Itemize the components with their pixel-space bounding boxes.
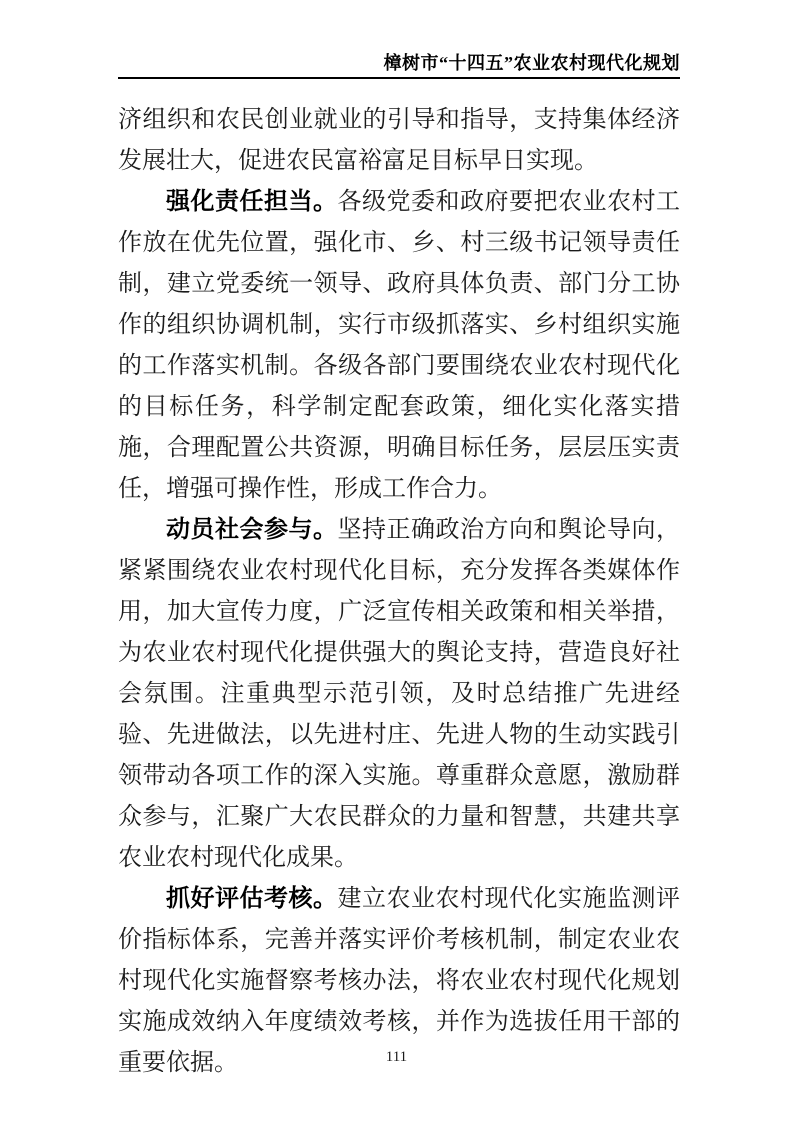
document-body [118, 100, 680, 1084]
paragraph [118, 510, 680, 879]
page-header-title: 樟树市“十四五”农业农村现代化规划 [383, 53, 680, 73]
paragraph [118, 182, 680, 510]
paragraph-text: 济组织和农民创业就业的引导和指导，支持集体经济发展壮大，促进农民富裕富足目标早日实现。 [118, 107, 680, 174]
paragraph [118, 100, 680, 182]
page-number: 111 [385, 1049, 408, 1065]
page-header [118, 53, 680, 79]
paragraph-text: 坚持正确政治方向和舆论导向，紧紧围绕农业农村现代化目标，充分发挥各类媒体作用，加大宣传力度，广泛宣传相关政策和相关举措，为农业农村现代化提供强大的舆论支持，营造良好社会氛围。注重典型示范引领，及时总结推广先进经验、先进做法，以先进村庄、先进人物的生动实践引领带动各项工作的深入实施。尊重群众意愿，激励群众参与，汇聚广大农民群众的力量和智慧，共建共享农业农村现代化成果。 [118, 517, 680, 871]
paragraph-lead-emphasis: 强化责任担当。 [166, 189, 338, 215]
paragraph-lead-emphasis: 抓好评估考核。 [166, 886, 338, 912]
page-footer [0, 1049, 793, 1065]
paragraph-text: 各级党委和政府要把农业农村工作放在优先位置，强化市、乡、村三级书记领导责任制，建立党委统一领导、政府具体负责、部门分工协作的组织协调机制，实行市级抓落实、乡村组织实施的工作落实机制。各级各部门要围绕农业农村现代化的目标任务，科学制定配套政策，细化实化落实措施，合理配置公共资源，明确目标任务，层层压实责任，增强可操作性，形成工作合力。 [118, 189, 680, 502]
paragraph-lead-emphasis: 动员社会参与。 [166, 517, 338, 543]
paragraph-text: 建立农业农村现代化实施监测评价指标体系，完善并落实评价考核机制，制定农业农村现代化实施督察考核办法，将农业农村现代化规划实施成效纳入年度绩效考核，并作为选拔任用干部的重要依据。 [118, 886, 680, 1076]
